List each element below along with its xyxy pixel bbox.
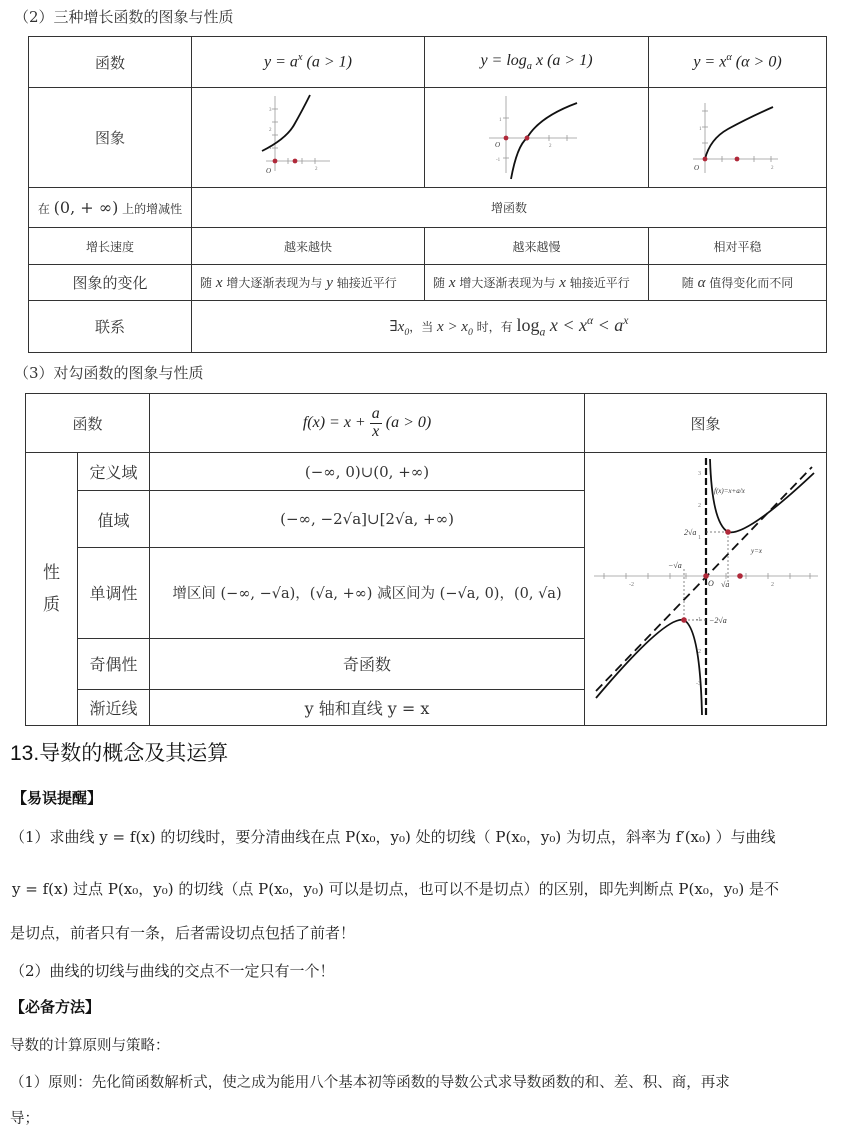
domain-label: 定义域 bbox=[78, 453, 150, 491]
reminder-para-1-line-1: （1）求曲线 y = f(x) 的切线时，要分清曲线在点 P(x₀，y₀) 处的切线（ P(x₀，y₀) 为切点，斜率为 f′(x₀) ）与曲线 bbox=[10, 828, 776, 846]
method-intro: 导数的计算原则与策略： bbox=[10, 1038, 170, 1054]
svg-text:2: 2 bbox=[770, 165, 773, 171]
svg-text:√a: √a bbox=[720, 580, 729, 589]
table-row-header bbox=[29, 37, 827, 88]
svg-text:-1: -1 bbox=[695, 617, 701, 623]
method-1-line-1: （1）原则：先化简函数解析式，使之成为能用八个基本初等函数的导数公式求导数函数的和、差、积、商，再求 bbox=[10, 1075, 730, 1091]
svg-text:−2√a: −2√a bbox=[708, 616, 727, 625]
growth-value-power: 相对平稳 bbox=[649, 228, 827, 265]
method-1-line-2: 导； bbox=[10, 1111, 39, 1127]
growth-value-exponential: 越来越快 bbox=[192, 228, 425, 265]
svg-text:1: 1 bbox=[269, 145, 272, 151]
relation-label: 联系 bbox=[29, 301, 192, 353]
svg-text:2√a: 2√a bbox=[683, 528, 696, 537]
parity-value: 奇函数 bbox=[150, 638, 585, 689]
function-logarithm: $y = \log_a x$ (a > 1) bbox=[425, 37, 649, 88]
table-row-change bbox=[29, 265, 827, 301]
monotonicity-value: 增区间 (−∞, −√a)，(√a, +∞) 减区间为 (−√a, 0)，(0, √a) bbox=[150, 548, 585, 638]
change-label: 图象的变化 bbox=[29, 265, 192, 301]
function-exponential: $y = a^x$ (a > 1) bbox=[192, 37, 425, 88]
logarithm-graph-icon bbox=[487, 91, 587, 181]
growth-value-logarithm: 越来越慢 bbox=[425, 228, 649, 265]
change-value-exponential: 随 x 增大逐渐表现为与 y 轴接近平行 bbox=[192, 265, 425, 301]
reminder-para-1-line-3: 是切点，前者只有一条，后者需设切点包括了前者！ bbox=[10, 924, 356, 942]
table-row-monotonic bbox=[29, 188, 827, 228]
svg-text:2: 2 bbox=[548, 143, 551, 149]
growth-label: 增长速度 bbox=[29, 228, 192, 265]
hook-function-graph-icon bbox=[586, 453, 826, 721]
svg-text:-2: -2 bbox=[695, 649, 701, 655]
function-power: $y = x^\alpha$ (α > 0) bbox=[649, 37, 827, 88]
power-graph-icon bbox=[688, 91, 788, 181]
table-row-domain bbox=[26, 453, 827, 491]
graph-exponential bbox=[192, 88, 425, 188]
growth-functions-table bbox=[28, 36, 827, 353]
svg-text:1: 1 bbox=[698, 126, 701, 132]
svg-text:-1: -1 bbox=[495, 157, 500, 163]
table-row-graph bbox=[29, 88, 827, 188]
table-row-growth bbox=[29, 228, 827, 265]
range-label: 值域 bbox=[78, 491, 150, 548]
header-label: 函数 bbox=[26, 394, 150, 453]
property-group-label: 性 质 bbox=[26, 453, 78, 726]
change-value-logarithm: 随 x 增大逐渐表现为与 x 轴接近平行 bbox=[425, 265, 649, 301]
change-value-power: 随 α 值得变化而不同 bbox=[649, 265, 827, 301]
method-title: 【必备方法】 bbox=[10, 998, 101, 1016]
reminder-title: 【易误提醒】 bbox=[12, 789, 103, 807]
reminder-para-2: （2）曲线的切线与曲线的交点不一定只有一个！ bbox=[10, 962, 335, 980]
table-row-header bbox=[26, 394, 827, 453]
table-row-relation bbox=[29, 301, 827, 353]
graph-label: 图象 bbox=[585, 394, 827, 453]
svg-text:2: 2 bbox=[269, 127, 272, 133]
svg-text:3: 3 bbox=[697, 471, 701, 477]
graph-logarithm bbox=[425, 88, 649, 188]
asymptote-label: 渐近线 bbox=[78, 689, 150, 725]
range-value: (−∞, −2√a]∪[2√a, +∞) bbox=[150, 491, 585, 548]
svg-text:O: O bbox=[707, 579, 714, 588]
parity-label: 奇偶性 bbox=[78, 638, 150, 689]
svg-text:−√a: −√a bbox=[667, 561, 682, 570]
svg-text:y=x: y=x bbox=[750, 547, 762, 555]
monotonicity-label: 单调性 bbox=[78, 548, 150, 638]
svg-text:O: O bbox=[266, 166, 272, 175]
svg-text:1: 1 bbox=[697, 535, 701, 541]
svg-text:-3: -3 bbox=[695, 681, 701, 687]
monotonic-value: 增函数 bbox=[192, 188, 827, 228]
asymptote-value: y 轴和直线 y = x bbox=[150, 689, 585, 725]
domain-value: (−∞, 0)∪(0, +∞) bbox=[150, 453, 585, 491]
section-2-title: （2）三种增长函数的图象与性质 bbox=[14, 8, 234, 26]
exponential-graph-icon bbox=[258, 91, 358, 181]
svg-text:2: 2 bbox=[770, 582, 774, 588]
header-label: 函数 bbox=[29, 37, 192, 88]
hook-function-graph bbox=[585, 453, 827, 726]
reminder-para-1-line-2: y = f(x) 过点 P(x₀，y₀) 的切线（点 P(x₀，y₀) 可以是切点，也可以不是切点）的区别，即先判断点 P(x₀，y₀) 是不 bbox=[12, 880, 779, 898]
hook-function-table bbox=[25, 393, 827, 726]
svg-text:f(x)=x+a/x: f(x)=x+a/x bbox=[713, 487, 745, 495]
graph-power bbox=[649, 88, 827, 188]
svg-text:O: O bbox=[494, 140, 500, 149]
graph-label: 图象 bbox=[29, 88, 192, 188]
section-13-heading: 13.导数的概念及其运算 bbox=[10, 742, 229, 765]
svg-text:O: O bbox=[693, 163, 699, 172]
monotonic-label: 在 (0, + ∞) 上的增减性 bbox=[29, 188, 192, 228]
svg-text:2: 2 bbox=[697, 503, 701, 509]
svg-text:2: 2 bbox=[315, 166, 318, 172]
svg-text:3: 3 bbox=[269, 107, 272, 113]
function-formula: f(x) = x + $\frac{a}{x}$ (a > 0) bbox=[150, 394, 585, 453]
svg-text:1: 1 bbox=[498, 117, 501, 123]
relation-value: $\exists x_0$，当 $x > x_0$ 时，有 $\log_a x < x^\alpha < a^x$ bbox=[192, 301, 827, 353]
section-3-title: （3）对勾函数的图象与性质 bbox=[14, 364, 204, 382]
svg-text:-2: -2 bbox=[628, 582, 634, 588]
